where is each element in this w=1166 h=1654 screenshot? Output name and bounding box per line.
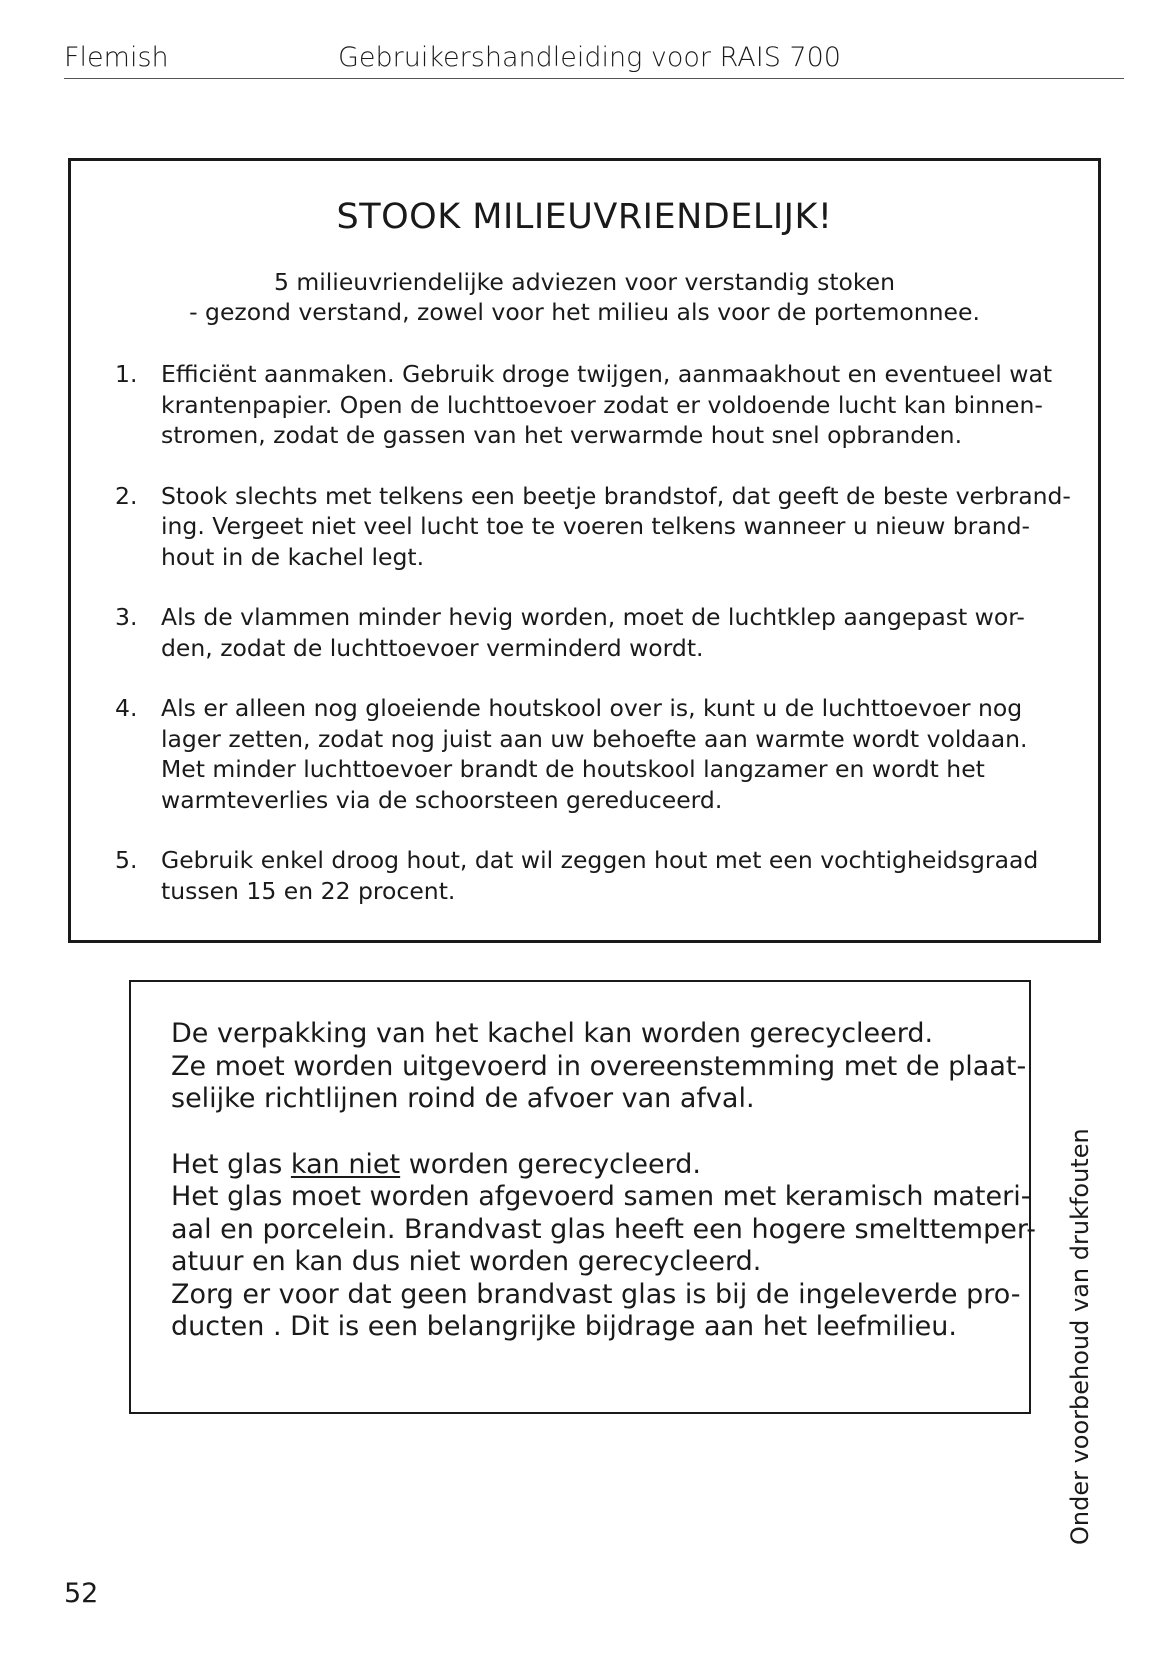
list-item-number: 1. bbox=[115, 360, 138, 388]
list-item-line: Efficiënt aanmaken. Gebruik droge twijgen, aanmaakhout en eventueel wat bbox=[161, 360, 1053, 388]
subtitle-line: - gezond verstand, zowel voor het milieu als voor de portemonnee. bbox=[189, 298, 980, 326]
header-title: Gebruikershandleiding voor RAIS 700 bbox=[338, 42, 841, 73]
paragraph-line: atuur en kan dus niet worden gerecycleerd. bbox=[171, 1246, 762, 1277]
glass-line bbox=[171, 1149, 1036, 1182]
disclaimer-side-note: Onder voorbehoud van drukfouten bbox=[1066, 1128, 1094, 1545]
list-item-line: den, zodat de luchttoevoer verminderd wordt. bbox=[161, 633, 704, 662]
glass-line-start: Het glas bbox=[171, 1148, 291, 1180]
paragraph-line: Zorg er voor dat geen brandvast glas is bij de ingeleverde pro- bbox=[171, 1278, 1021, 1310]
list-item-line: stromen, zodat de gassen van het verwarmde hout snel opbranden. bbox=[161, 421, 963, 449]
list-item bbox=[115, 693, 1075, 815]
recycling-box bbox=[129, 980, 1036, 1414]
header-language: Flemish bbox=[64, 42, 169, 73]
list-item-line: hout in de kachel legt. bbox=[161, 542, 425, 571]
subtitle-line: 5 milieuvriendelijke adviezen voor verstandig stoken bbox=[273, 268, 896, 296]
glass-line-end: worden gerecycleerd. bbox=[400, 1148, 702, 1180]
paragraph-line: ducten . Dit is een belangrijke bijdrage aan het leefmilieu. bbox=[171, 1311, 957, 1342]
eco-tips-list bbox=[115, 359, 1075, 936]
list-item-line: Met minder luchttoevoer brandt de houtskool langzamer en wordt het bbox=[161, 755, 985, 783]
list-item-number: 5. bbox=[115, 846, 138, 874]
eco-tips-title: STOOK MILIEUVRIENDELIJK! bbox=[336, 197, 833, 237]
paragraph-line: aal en porcelein. Brandvast glas heeft een hogere smelttemper- bbox=[171, 1213, 1036, 1245]
list-item-line: Als de vlammen minder hevig worden, moet de luchtklep aangepast wor- bbox=[161, 603, 1025, 631]
paragraph-line: De verpakking van het kachel kan worden gerecycleerd. bbox=[171, 1018, 934, 1049]
paragraph-gap bbox=[171, 1116, 1036, 1149]
list-item-line: Gebruik enkel droog hout, dat wil zeggen hout met een vochtigheidsgraad bbox=[161, 846, 1039, 874]
page-number: 52 bbox=[64, 1578, 99, 1609]
paragraph-line: Ze moet worden uitgevoerd in overeenstemming met de plaat- bbox=[171, 1050, 1027, 1082]
list-item bbox=[115, 359, 1075, 451]
list-item-line: ing. Vergeet niet veel lucht toe te voeren telkens wanneer u nieuw brand- bbox=[161, 512, 1031, 540]
list-item-number: 4. bbox=[115, 694, 138, 722]
recycling-text bbox=[171, 1018, 1036, 1344]
list-item-number: 2. bbox=[115, 481, 138, 510]
glass-line-emphasis: kan niet bbox=[290, 1148, 401, 1180]
list-item-line: tussen 15 en 22 procent. bbox=[161, 876, 456, 905]
list-item-line: krantenpapier. Open de luchttoevoer zodat er voldoende lucht kan binnen- bbox=[161, 390, 1043, 419]
list-item-line: warmteverlies via de schoorsteen gereduceerd. bbox=[161, 785, 723, 814]
list-item-line: lager zetten, zodat nog juist aan uw behoefte aan warmte wordt voldaan. bbox=[161, 724, 1028, 753]
eco-tips-box bbox=[68, 158, 1101, 943]
list-item-number: 3. bbox=[115, 603, 138, 631]
list-item bbox=[115, 845, 1075, 906]
page-header bbox=[64, 40, 1124, 79]
paragraph-line: selijke richtlijnen roind de afvoer van afval. bbox=[171, 1083, 755, 1114]
paragraph-line: Het glas moet worden afgevoerd samen met keramisch materi- bbox=[171, 1181, 1031, 1212]
list-item bbox=[115, 481, 1075, 573]
list-item bbox=[115, 602, 1075, 663]
list-item-line: Als er alleen nog gloeiende houtskool over is, kunt u de luchttoevoer nog bbox=[161, 694, 1023, 722]
eco-tips-subtitle bbox=[71, 267, 1098, 327]
list-item-line: Stook slechts met telkens een beetje brandstof, dat geeft de beste verbrand- bbox=[161, 481, 1071, 510]
